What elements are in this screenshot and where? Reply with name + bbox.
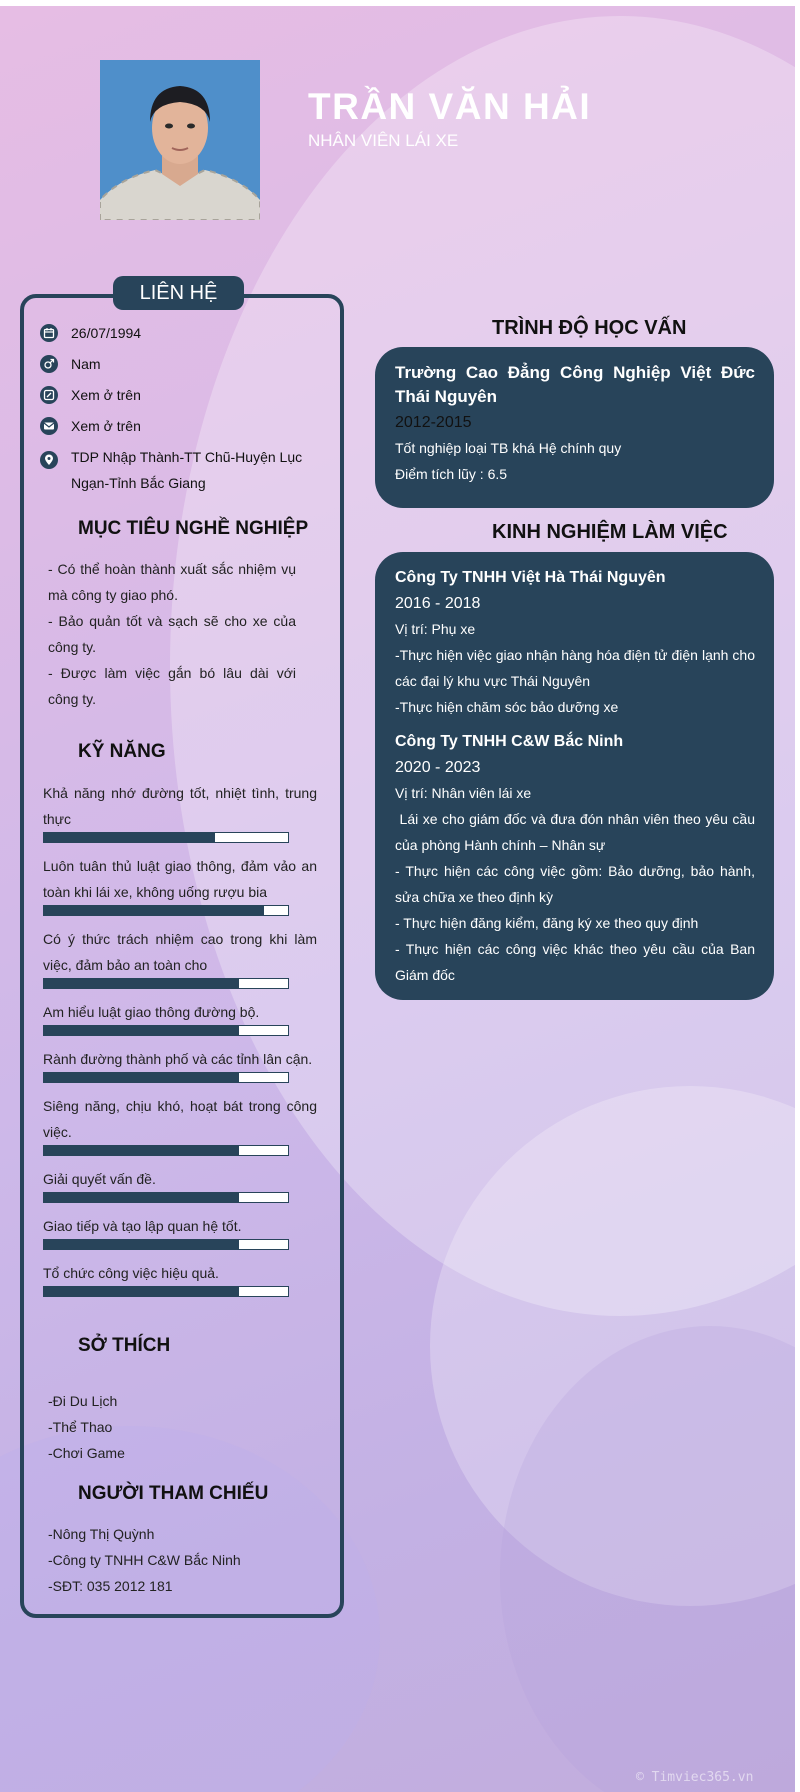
- objective-line: - Bảo quản tốt và sạch sẽ cho xe của công ty.: [48, 613, 296, 655]
- job-detail: - Thực hiện các công việc khác theo yêu cầu của Ban Giám đốc: [395, 941, 755, 983]
- skill-item: [43, 1046, 317, 1072]
- references-list: [48, 1521, 308, 1599]
- email-icon: [40, 417, 58, 435]
- job-years: 2020 - 2023: [395, 759, 481, 776]
- job-detail: Lái xe cho giám đốc và đưa đón nhân viên theo yêu cầu của phòng Hành chính – Nhân sự: [395, 811, 759, 853]
- profile-photo: [100, 60, 260, 220]
- skill-level-bar: [43, 905, 289, 916]
- skill-level-fill: [44, 1146, 239, 1155]
- skill-text: Giao tiếp và tạo lập quan hệ tốt.: [43, 1218, 242, 1234]
- candidate-job-title: NHÂN VIÊN LÁI XE: [308, 131, 459, 150]
- objective-line: - Có thể hoàn thành xuất sắc nhiệm vụ mà công ty giao phó.: [48, 561, 296, 603]
- background-shape: [430, 1086, 795, 1606]
- contact-text: Nam: [71, 356, 101, 372]
- skill-level-fill: [44, 833, 215, 842]
- contact-text: TDP Nhập Thành-TT Chũ-Huyện Lục Ngạn-Tỉnh Bắc Giang: [71, 449, 303, 491]
- skill-text: Khả năng nhớ đường tốt, nhiệt tình, trung thực: [43, 785, 317, 827]
- skill-item: [43, 1213, 317, 1239]
- skill-text: Có ý thức trách nhiệm cao trong khi làm việc, đảm bảo an toàn cho: [43, 931, 317, 973]
- education-years: 2012-2015: [395, 414, 472, 431]
- portrait-image: [100, 60, 260, 220]
- hobby-item: -Chơi Game: [48, 1445, 125, 1461]
- references-heading: NGƯỜI THAM CHIẾU: [78, 1483, 269, 1504]
- skill-level-fill: [44, 906, 264, 915]
- skill-text: Siêng năng, chịu khó, hoạt bát trong công việc.: [43, 1098, 317, 1140]
- skill-item: [43, 853, 317, 905]
- skills-heading: KỸ NĂNG: [78, 741, 166, 762]
- skill-level-bar: [43, 1072, 289, 1083]
- skill-level-fill: [44, 1193, 239, 1202]
- contact-heading: LIÊN HỆ: [113, 276, 244, 310]
- job-years: 2016 - 2018: [395, 595, 481, 612]
- skill-item: [43, 926, 317, 978]
- skill-level-fill: [44, 1240, 239, 1249]
- cv-page: [0, 6, 795, 1792]
- skill-level-bar: [43, 978, 289, 989]
- contact-text: Xem ở trên: [71, 418, 141, 434]
- objective-line: - Được làm việc gắn bó lâu dài với công ty.: [48, 665, 296, 707]
- job-detail: Vị trí: Phụ xe: [395, 621, 476, 637]
- skill-level-fill: [44, 979, 239, 988]
- reference-item: -Nông Thị Quỳnh: [48, 1526, 155, 1542]
- contact-text: Xem ở trên: [71, 387, 141, 403]
- job-detail: -Thực hiện việc giao nhận hàng hóa điện tử điện lạnh cho các đại lý khu vực Thái Nguyên: [395, 647, 755, 689]
- background-shape: [500, 1326, 795, 1792]
- objective-heading: MỤC TIÊU NGHỀ NGHIỆP: [78, 518, 309, 539]
- skill-text: Am hiểu luật giao thông đường bộ.: [43, 1004, 260, 1020]
- skill-level-fill: [44, 1287, 239, 1296]
- reference-item: -SĐT: 035 2012 181: [48, 1578, 173, 1594]
- skill-level-bar: [43, 1145, 289, 1156]
- education-school: Trường Cao Đẳng Công Nghiệp Việt Đức Thái Nguyên: [395, 363, 755, 406]
- experience-card: [375, 552, 774, 1000]
- job-detail: - Thực hiện các công việc gồm: Bảo dưỡng, bảo hành, sửa chữa xe theo định kỳ: [395, 863, 755, 905]
- skill-level-bar: [43, 1286, 289, 1297]
- education-detail: Điểm tích lũy : 6.5: [395, 466, 508, 482]
- experience-heading: KINH NGHIỆM LÀM VIỆC: [492, 521, 728, 543]
- skill-level-bar: [43, 1025, 289, 1036]
- skill-item: [43, 999, 317, 1025]
- job-detail: -Thực hiện chăm sóc bảo dưỡng xe: [395, 699, 619, 715]
- skill-level-bar: [43, 1192, 289, 1203]
- reference-item: -Công ty TNHH C&W Bắc Ninh: [48, 1552, 241, 1568]
- hobbies-heading: SỞ THÍCH: [78, 1335, 171, 1356]
- contact-text: 26/07/1994: [71, 325, 142, 341]
- hobby-item: -Thể Thao: [48, 1419, 113, 1435]
- candidate-name: TRẦN VĂN HẢI: [308, 86, 592, 127]
- skill-text: Rành đường thành phố và các tỉnh lân cận.: [43, 1051, 313, 1067]
- skill-item: [43, 1260, 317, 1286]
- objective-text: [48, 556, 296, 712]
- education-heading: TRÌNH ĐỘ HỌC VẤN: [492, 317, 687, 339]
- watermark: © Timviec365.vn: [636, 1770, 754, 1785]
- job-detail: Vị trí: Nhân viên lái xe: [395, 785, 532, 801]
- skill-text: Giải quyết vấn đề.: [43, 1171, 156, 1187]
- skill-item: [43, 1166, 317, 1192]
- hobby-item: -Đi Du Lịch: [48, 1393, 118, 1409]
- skill-level-bar: [43, 1239, 289, 1250]
- education-detail: Tốt nghiệp loại TB khá Hệ chính quy: [395, 440, 622, 456]
- skill-level-fill: [44, 1026, 239, 1035]
- skill-text: Luôn tuân thủ luật giao thông, đảm vảo an toàn khi lái xe, không uống rượu bia: [43, 858, 317, 900]
- job-company: Công Ty TNHH C&W Bắc Ninh: [395, 733, 624, 750]
- skill-text: Tổ chức công việc hiệu quả.: [43, 1265, 219, 1281]
- hobbies-list: [48, 1388, 296, 1466]
- job-detail: - Thực hiện đăng kiểm, đăng ký xe theo quy định: [395, 915, 699, 931]
- skill-item: [43, 780, 317, 832]
- job-company: Công Ty TNHH Việt Hà Thái Nguyên: [395, 569, 666, 586]
- skill-level-fill: [44, 1073, 239, 1082]
- phone-icon: [40, 386, 58, 404]
- location-icon: [40, 451, 58, 469]
- education-card: [375, 347, 774, 508]
- gender-icon: [40, 355, 58, 373]
- calendar-icon: [40, 324, 58, 342]
- skill-level-bar: [43, 832, 289, 843]
- skill-item: [43, 1093, 317, 1145]
